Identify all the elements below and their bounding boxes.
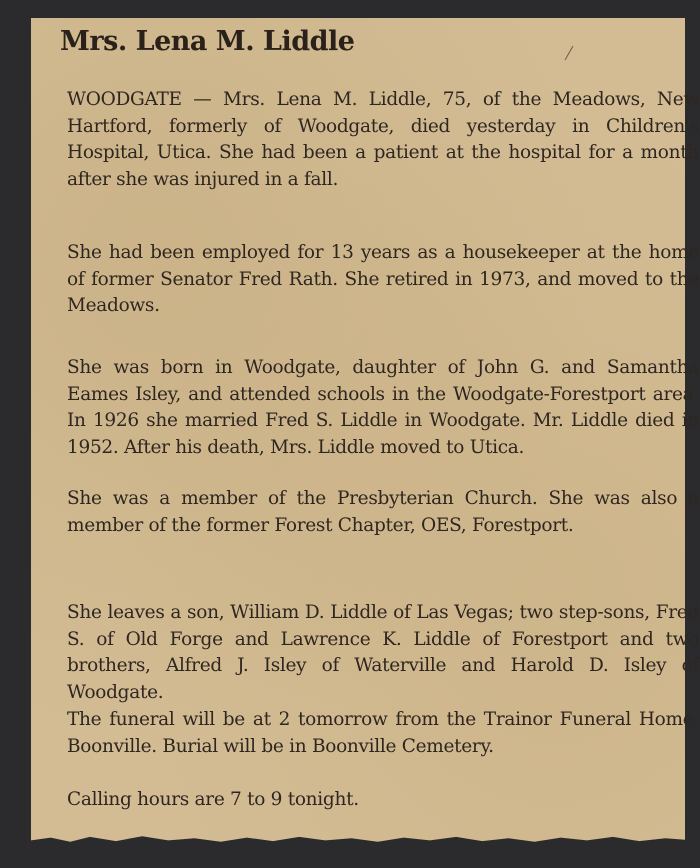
paragraph-1: WOODGATE — Mrs. Lena M. Liddle, 75, of the Meadows, New Hartford, formerly of Woodgate, died yesterday in Children's Hospital, Utica. She had been a patient at the hospital for a month after she was injured in a fall. xyxy=(67,89,699,190)
paragraph-3: She was born in Woodgate, daughter of John G. and Samantha Eames Isley, and attended schools in the Woodgate-Forestport area. In 1926 she married Fred S. Liddle in Woodgate. Mr. Liddle died in 1952. After his death, Mrs. Liddle moved to Utica. xyxy=(67,357,699,458)
paragraph-6: The funeral will be at 2 tomorrow from the Trainor Funeral Home, Boonville. Burial will be in Boonville Cemetery. xyxy=(67,709,699,757)
paragraph-7: Calling hours are 7 to 9 tonight. xyxy=(67,789,359,810)
obituary-headline: Mrs. Lena M. Liddle xyxy=(60,26,355,57)
paragraph-2: She had been employed for 13 years as a housekeeper at the home of former Senator Fred Rath. She retired in 1973, and moved to the Meadows. xyxy=(67,242,699,317)
pencil-mark xyxy=(563,44,575,62)
paragraph-5: She leaves a son, William D. Liddle of Las Vegas; two step-sons, Fred S. of Old Forge and Lawrence K. Liddle of Forestport and two brothers, Alfred J. Isley of Waterville and Harold D. Isley of Woodgate. xyxy=(67,602,699,703)
paragraph-4: She was a member of the Presbyterian Church. She was also a member of the former Forest Chapter, OES, Forestport. xyxy=(67,488,699,536)
